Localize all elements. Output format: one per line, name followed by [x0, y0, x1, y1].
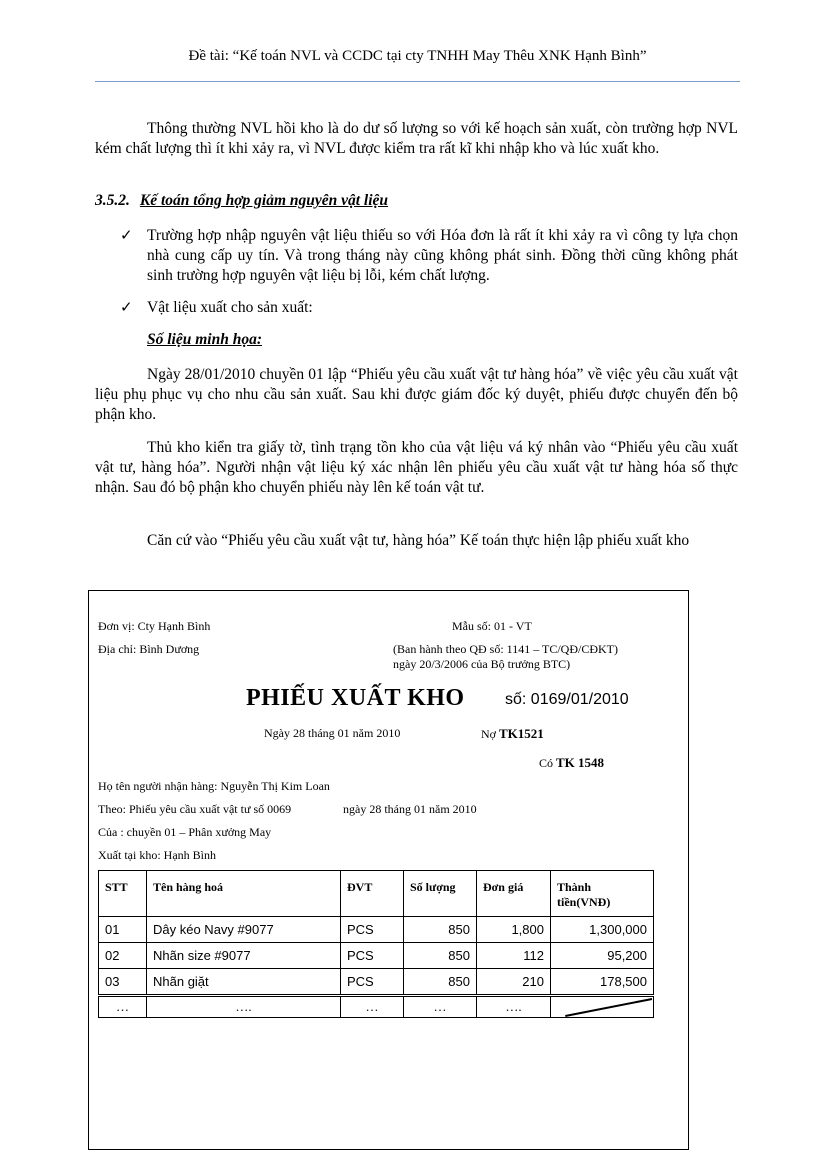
form-number: số: 0169/01/2010 [505, 691, 629, 708]
cell-stt: 02 [99, 943, 147, 969]
check-icon: ✓ [120, 228, 133, 244]
header-divider [95, 81, 740, 82]
form-date: Ngày 28 tháng 01 năm 2010 [264, 726, 401, 740]
cell-stt: 01 [99, 917, 147, 943]
form-code: Mẫu số: 01 - VT [452, 619, 532, 633]
form-decree-line-1: (Ban hành theo QĐ số: 1141 – TC/QĐ/CĐKT) [393, 642, 618, 656]
table-row [99, 969, 654, 996]
form-warehouse: Xuất tại kho: Hạnh Bình [98, 848, 216, 862]
section-heading [95, 192, 388, 210]
form-title: PHIẾU XUẤT KHO [246, 685, 465, 711]
form-of: Của : chuyền 01 – Phân xưởng May [98, 825, 272, 839]
header-amount: Thành tiền(VNĐ) [551, 871, 654, 917]
cell-quantity: 850 [404, 969, 477, 996]
cell-unit: PCS [341, 969, 404, 996]
cell-name: Nhãn giặt [147, 969, 341, 996]
form-reference: Theo: Phiếu yêu cầu xuất vật tư số 0069 [98, 802, 292, 816]
form-credit [539, 755, 604, 771]
cell-quantity: 850 [404, 943, 477, 969]
cell-ellipsis: … [341, 996, 404, 1018]
cell-unit: PCS [341, 917, 404, 943]
cell-ellipsis: … [99, 996, 147, 1018]
debit-account: TK1521 [499, 726, 544, 741]
credit-label: Có [539, 756, 554, 770]
cell-unit-price: 112 [477, 943, 551, 969]
cell-quantity: 850 [404, 917, 477, 943]
table-row [99, 943, 654, 969]
page-header: Đề tài: “Kế toán NVL và CCDC tại cty TNHH May Thêu XNK Hạnh Bình” [188, 48, 647, 64]
form-unit: Đơn vị: Cty Hạnh Bình [98, 619, 211, 633]
debit-label: Nợ [481, 727, 497, 741]
header-name: Tên hàng hoá [147, 871, 341, 917]
table-row [99, 917, 654, 943]
items-table [98, 870, 654, 1018]
cell-ellipsis: …. [477, 996, 551, 1018]
form-decree-line-2: ngày 20/3/2006 của Bộ trưởng BTC) [393, 657, 571, 671]
check-icon: ✓ [120, 300, 133, 316]
cell-ellipsis: … [404, 996, 477, 1018]
header-stt: STT [99, 871, 147, 917]
paragraph-request: Ngày 28/01/2010 chuyền 01 lập “Phiếu yêu cầu xuất vật tư hàng hóa” về việc yêu cầu xuất vật liệu phụ phục vụ cho nhu cầu sản xuất. Sau khi được giám đốc ký duyệt, phiếu được chuyển đến bộ phận kho. [95, 366, 738, 423]
cell-amount: 1,300,000 [551, 917, 654, 943]
illustration-label: Số liệu minh họa: [147, 331, 262, 348]
cell-strikethrough [551, 996, 654, 1018]
cell-unit-price: 1,800 [477, 917, 551, 943]
section-title: Kế toán tổng hợp giảm nguyên vật liệu [139, 192, 389, 209]
delivery-note-form [88, 590, 689, 1150]
form-reference-date: ngày 28 tháng 01 năm 2010 [343, 802, 477, 816]
header-unit-price: Đơn giá [477, 871, 551, 917]
bullet-item-1: Trường hợp nhập nguyên vật liệu thiếu so với Hóa đơn là rất ít khi xảy ra vì công ty lựa chọn nhà cung cấp uy tín. Và trong tháng này cũng không phát sinh. Đồng thời cũng không phát sinh trường hợp nguyên vật liệu bị lỗi, kém chất lượng. [147, 227, 738, 284]
paragraph-intro: Thông thường NVL hồi kho là do dư số lượng so với kế hoạch sản xuất, còn trường hợp NVL kém chất lượng thì ít khi xảy ra, vì NVL được kiểm tra rất kĩ khi nhập kho và lúc xuất kho. [95, 120, 738, 157]
paragraph-storekeeper: Thủ kho kiển tra giấy tờ, tình trạng tồn kho của vật liệu vá ký nhân vào “Phiếu yêu cầu xuất vật tư, hàng hóa”. Người nhận vật liệu ký xác nhận lên phiếu yêu cầu xuất vật tư hàng hóa số thực nhận. Sau đó bộ phận kho chuyển phiếu này lên kế toán vật tư. [95, 439, 738, 496]
section-number: 3.5.2. [95, 192, 130, 209]
cell-amount: 178,500 [551, 969, 654, 996]
header-unit: ĐVT [341, 871, 404, 917]
header-quantity: Số lượng [404, 871, 477, 917]
paragraph-accounting: Căn cứ vào “Phiếu yêu cầu xuất vật tư, hàng hóa” Kế toán thực hiện lập phiếu xuất kho [147, 532, 690, 549]
credit-account: TK 1548 [556, 755, 605, 770]
table-continuation-row [99, 996, 654, 1018]
cell-stt: 03 [99, 969, 147, 996]
cell-unit: PCS [341, 943, 404, 969]
cell-name: Nhãn size #9077 [147, 943, 341, 969]
bullet-item-2: Vật liệu xuất cho sản xuất: [147, 299, 313, 316]
cell-unit-price: 210 [477, 969, 551, 996]
form-address: Địa chỉ: Bình Dương [98, 642, 200, 656]
form-receiver: Họ tên người nhận hàng: Nguyễn Thị Kim Loan [98, 779, 330, 793]
cell-ellipsis: …. [147, 996, 341, 1018]
diagonal-line-icon [551, 997, 653, 1017]
table-header-row [99, 871, 654, 917]
cell-amount: 95,200 [551, 943, 654, 969]
cell-name: Dây kéo Navy #9077 [147, 917, 341, 943]
form-debit [481, 726, 544, 742]
